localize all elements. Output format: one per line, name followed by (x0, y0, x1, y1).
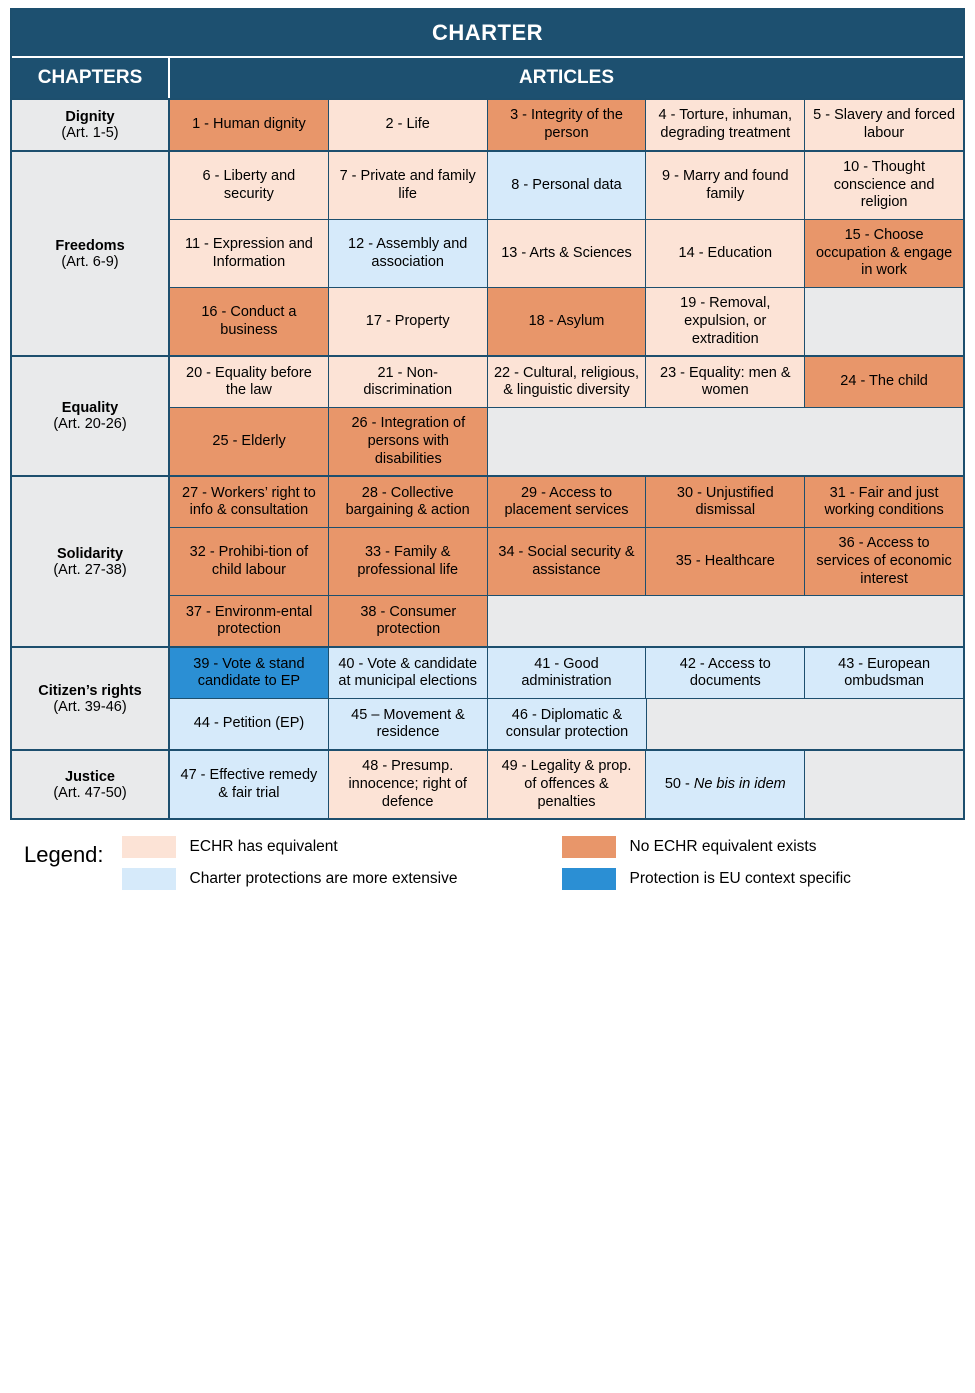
chapter-block (12, 648, 963, 751)
chapter-block (12, 477, 963, 648)
chapter-block (12, 100, 963, 152)
header-articles: ARTICLES (519, 67, 614, 88)
article-cell[interactable]: 15 - Choose occupation & engage in work (805, 220, 963, 287)
chapter-label (12, 648, 170, 749)
legend-item (562, 836, 962, 858)
empty-cell (488, 408, 646, 475)
empty-cell (805, 596, 963, 646)
article-cell[interactable]: 5 - Slavery and forced labour (805, 100, 963, 150)
article-cell[interactable]: 43 - European ombudsman (805, 648, 963, 698)
table-row (170, 699, 963, 749)
article-cell[interactable]: 24 - The child (805, 357, 963, 407)
chapter-article-range: (Art. 27-38) (53, 561, 127, 578)
article-cell[interactable]: 9 - Marry and found family (646, 152, 805, 219)
chapter-rows (170, 648, 963, 749)
legend-label: Charter protections are more extensive (189, 870, 458, 888)
chapter-name: Solidarity (56, 545, 124, 562)
table-row (170, 648, 963, 699)
chapter-name: Citizen’s rights (38, 682, 142, 699)
legend-swatch (562, 868, 616, 890)
table-row (170, 288, 963, 355)
article-cell[interactable]: 26 - Integration of persons with disabilities (329, 408, 488, 475)
chapter-label (12, 100, 170, 150)
article-cell[interactable]: 30 - Unjustified dismissal (646, 477, 805, 527)
table-row (170, 152, 963, 220)
article-cell[interactable]: 14 - Education (646, 220, 805, 287)
article-cell[interactable]: 36 - Access to services of economic interest (805, 528, 963, 595)
chapter-name: Justice (65, 768, 115, 785)
table-row (170, 751, 963, 818)
legend-item (122, 836, 562, 858)
legend-label: ECHR has equivalent (189, 838, 338, 856)
article-cell[interactable]: 19 - Removal, expulsion, or extradition (646, 288, 805, 355)
article-cell[interactable]: 41 - Good administration (488, 648, 647, 698)
chapter-rows (170, 357, 963, 475)
article-cell[interactable]: 25 - Elderly (170, 408, 329, 475)
legend (10, 834, 965, 890)
article-cell[interactable]: 7 - Private and family life (329, 152, 488, 219)
article-cell[interactable]: 11 - Expression and Information (170, 220, 329, 287)
article-cell[interactable]: 28 - Collective bargaining & action (329, 477, 488, 527)
article-cell[interactable]: 33 - Family & professional life (329, 528, 488, 595)
table-row (170, 408, 963, 475)
table-row (170, 220, 963, 288)
chart-title: CHARTER (12, 10, 963, 58)
empty-cell (805, 408, 963, 475)
chapter-label (12, 152, 170, 355)
article-cell[interactable]: 49 - Legality & prop. of offences & penalties (488, 751, 647, 818)
chapter-article-range: (Art. 20-26) (53, 416, 127, 433)
chapter-rows (170, 477, 963, 646)
chapter-rows (170, 100, 963, 150)
chapter-label (12, 751, 170, 818)
article-cell[interactable]: 37 - Environm-ental protection (170, 596, 329, 646)
chapter-block (12, 357, 963, 477)
article-cell[interactable]: 6 - Liberty and security (170, 152, 329, 219)
article-cell[interactable]: 34 - Social security & assistance (488, 528, 647, 595)
table-row (170, 477, 963, 528)
article-cell[interactable]: 27 - Workers’ right to info & consultation (170, 477, 329, 527)
article-cell[interactable]: 20 - Equality before the law (170, 357, 329, 407)
article-cell[interactable]: 32 - Prohibi-tion of child labour (170, 528, 329, 595)
empty-cell (647, 699, 805, 749)
article-cell[interactable]: 21 - Non-discrimination (329, 357, 488, 407)
chapter-article-range: (Art. 1-5) (61, 125, 119, 141)
chapter-block (12, 152, 963, 357)
chapters-container (12, 100, 963, 818)
empty-cell (647, 596, 805, 646)
chapter-name: Freedoms (55, 237, 125, 254)
article-cell[interactable]: 1 - Human dignity (170, 100, 329, 150)
article-cell[interactable]: 13 - Arts & Sciences (488, 220, 647, 287)
article-cell[interactable]: 18 - Asylum (488, 288, 647, 355)
article-cell[interactable]: 40 - Vote & candidate at municipal elections (329, 648, 488, 698)
chapter-label (12, 477, 170, 646)
empty-cell (647, 408, 805, 475)
legend-grid (122, 836, 962, 890)
article-cell[interactable]: 4 - Torture, inhuman, degrading treatment (646, 100, 805, 150)
chapter-article-range: (Art. 6-9) (61, 253, 119, 270)
legend-swatch (122, 868, 176, 890)
legend-label: Protection is EU context specific (629, 870, 851, 888)
article-cell[interactable]: 38 - Consumer protection (329, 596, 488, 646)
article-cell[interactable]: 48 - Presump. innocence; right of defence (329, 751, 488, 818)
article-cell[interactable]: 29 - Access to placement services (488, 477, 647, 527)
article-cell[interactable]: 46 - Diplomatic & consular protection (488, 699, 647, 749)
article-cell[interactable]: 39 - Vote & stand candidate to EP (170, 648, 329, 698)
empty-cell (805, 288, 963, 355)
legend-title: Legend: (24, 842, 104, 868)
legend-item (122, 868, 562, 890)
article-cell[interactable]: 10 - Thought conscience and religion (805, 152, 963, 219)
article-cell[interactable]: 8 - Personal data (488, 152, 647, 219)
article-cell[interactable]: 22 - Cultural, religious, & linguistic diversity (488, 357, 647, 407)
article-cell[interactable]: 47 - Effective remedy & fair trial (170, 751, 329, 818)
header-chapters: CHAPTERS (12, 58, 170, 98)
empty-cell (488, 596, 646, 646)
article-cell[interactable]: 12 - Assembly and association (329, 220, 488, 287)
article-cell[interactable]: 31 - Fair and just working conditions (805, 477, 963, 527)
article-cell[interactable]: 2 - Life (329, 100, 488, 150)
table-header-row (12, 58, 963, 100)
article-cell[interactable]: 23 - Equality: men & women (646, 357, 805, 407)
chapter-block (12, 751, 963, 818)
legend-item (562, 868, 962, 890)
article-cell[interactable]: 42 - Access to documents (646, 648, 805, 698)
chapter-article-range: (Art. 39-46) (53, 698, 127, 715)
article-cell[interactable]: 50 - Ne bis in idem (646, 751, 805, 818)
article-cell[interactable]: 16 - Conduct a business (170, 288, 329, 355)
article-cell[interactable]: 35 - Healthcare (646, 528, 805, 595)
charter-table (10, 8, 965, 820)
article-cell[interactable]: 44 - Petition (EP) (170, 699, 329, 749)
chapter-name: Dignity (65, 109, 115, 125)
empty-cell (805, 751, 963, 818)
empty-cell (805, 699, 963, 749)
chapter-label (12, 357, 170, 475)
table-row (170, 596, 963, 646)
article-cell[interactable]: 3 - Integrity of the person (488, 100, 647, 150)
article-cell[interactable]: 17 - Property (329, 288, 488, 355)
chapter-rows (170, 751, 963, 818)
legend-swatch (562, 836, 616, 858)
table-row (170, 100, 963, 150)
chapter-rows (170, 152, 963, 355)
table-row (170, 528, 963, 596)
chapter-name: Equality (61, 400, 119, 417)
legend-label: No ECHR equivalent exists (629, 838, 817, 856)
legend-swatch (122, 836, 176, 858)
chapter-article-range: (Art. 47-50) (53, 784, 127, 801)
table-row (170, 357, 963, 408)
article-cell[interactable]: 45 – Movement & residence (329, 699, 488, 749)
